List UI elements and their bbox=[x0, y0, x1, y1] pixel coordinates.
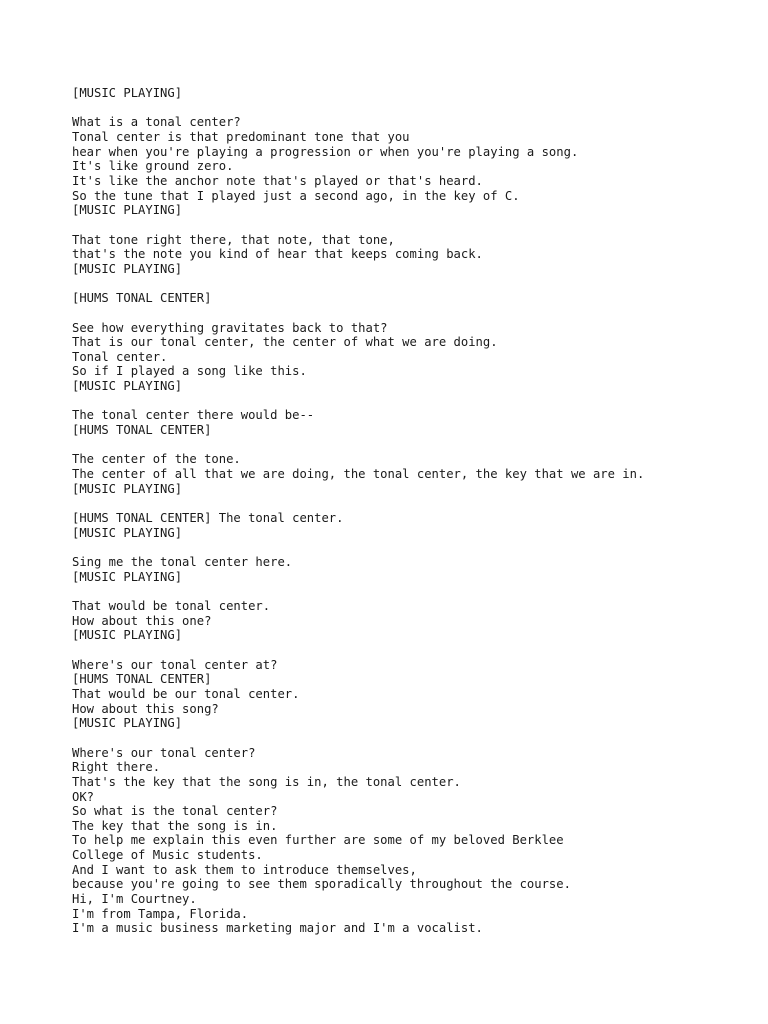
transcript-line: Tonal center is that predominant tone that you bbox=[72, 129, 410, 144]
transcript-line: Hi, I'm Courtney. bbox=[72, 892, 197, 907]
transcript-line: Right there. bbox=[72, 760, 161, 775]
transcript-line: How about this one? bbox=[72, 613, 212, 628]
transcript-paragraph bbox=[72, 115, 752, 218]
transcript-paragraph bbox=[72, 452, 752, 496]
transcript-document bbox=[72, 86, 752, 936]
transcript-paragraph bbox=[72, 658, 752, 731]
transcript-line: The center of all that we are doing, the tonal center, the key that we are in. bbox=[72, 467, 645, 482]
transcript-line: OK? bbox=[72, 789, 95, 804]
transcript-paragraph bbox=[72, 291, 752, 306]
transcript-line: To help me explain this even further are some of my beloved Berklee bbox=[72, 833, 564, 848]
transcript-line: [MUSIC PLAYING] bbox=[72, 716, 183, 731]
transcript-line: The tonal center there would be-- bbox=[72, 408, 315, 423]
transcript-line: [HUMS TONAL CENTER] bbox=[72, 423, 212, 438]
transcript-line: Sing me the tonal center here. bbox=[72, 555, 293, 569]
transcript-line: It's like the anchor note that's played or that's heard. bbox=[72, 173, 483, 188]
transcript-line: [MUSIC PLAYING] bbox=[72, 86, 183, 100]
transcript-line: So what is the tonal center? bbox=[72, 804, 278, 819]
transcript-line: Tonal center. bbox=[72, 349, 168, 364]
transcript-line: It's like ground zero. bbox=[72, 159, 234, 174]
paragraph-spacer bbox=[72, 438, 752, 453]
transcript-line: that's the note you kind of hear that keeps coming back. bbox=[72, 247, 483, 262]
paragraph-spacer bbox=[72, 101, 752, 116]
transcript-paragraph bbox=[72, 746, 752, 937]
paragraph-spacer bbox=[72, 540, 752, 555]
transcript-paragraph bbox=[72, 86, 752, 101]
transcript-paragraph bbox=[72, 321, 752, 394]
paragraph-spacer bbox=[72, 306, 752, 321]
transcript-line: because you're going to see them sporadically throughout the course. bbox=[72, 877, 571, 892]
transcript-line: I'm a music business marketing major and I'm a vocalist. bbox=[72, 921, 483, 936]
transcript-line: What is a tonal center? bbox=[72, 115, 241, 130]
transcript-line: [MUSIC PLAYING] bbox=[72, 203, 183, 218]
transcript-line: That would be tonal center. bbox=[72, 598, 271, 613]
paragraph-spacer bbox=[72, 731, 752, 746]
transcript-line: See how everything gravitates back to that? bbox=[72, 320, 388, 335]
transcript-line: [HUMS TONAL CENTER] bbox=[72, 291, 212, 306]
paragraph-spacer bbox=[72, 584, 752, 599]
transcript-paragraph bbox=[72, 555, 752, 584]
transcript-line: [MUSIC PLAYING] bbox=[72, 481, 183, 496]
transcript-line: [HUMS TONAL CENTER] The tonal center. bbox=[72, 511, 344, 526]
transcript-line: [MUSIC PLAYING] bbox=[72, 525, 183, 540]
transcript-line: College of Music students. bbox=[72, 848, 263, 863]
transcript-line: [MUSIC PLAYING] bbox=[72, 628, 183, 643]
paragraph-spacer bbox=[72, 218, 752, 233]
transcript-line: The center of the tone. bbox=[72, 452, 241, 467]
transcript-paragraph bbox=[72, 408, 752, 437]
paragraph-spacer bbox=[72, 496, 752, 511]
transcript-line: [MUSIC PLAYING] bbox=[72, 569, 183, 584]
transcript-line: Where's our tonal center at? bbox=[72, 657, 278, 672]
transcript-line: That's the key that the song is in, the tonal center. bbox=[72, 774, 461, 789]
transcript-line: That is our tonal center, the center of what we are doing. bbox=[72, 335, 498, 350]
transcript-paragraph bbox=[72, 599, 752, 643]
transcript-line: [MUSIC PLAYING] bbox=[72, 379, 183, 394]
transcript-paragraph bbox=[72, 233, 752, 277]
transcript-line: So if I played a song like this. bbox=[72, 364, 307, 379]
paragraph-spacer bbox=[72, 643, 752, 658]
transcript-line: Where's our tonal center? bbox=[72, 745, 256, 760]
transcript-line: I'm from Tampa, Florida. bbox=[72, 906, 249, 921]
transcript-line: [HUMS TONAL CENTER] bbox=[72, 672, 212, 687]
transcript-line: [MUSIC PLAYING] bbox=[72, 261, 183, 276]
transcript-line: hear when you're playing a progression or when you're playing a song. bbox=[72, 144, 579, 159]
paragraph-spacer bbox=[72, 394, 752, 409]
transcript-line: And I want to ask them to introduce themselves, bbox=[72, 862, 417, 877]
transcript-line: That tone right there, that note, that tone, bbox=[72, 232, 395, 247]
transcript-line: How about this song? bbox=[72, 701, 219, 716]
transcript-line: That would be our tonal center. bbox=[72, 686, 300, 701]
transcript-line: So the tune that I played just a second ago, in the key of C. bbox=[72, 188, 520, 203]
transcript-line: The key that the song is in. bbox=[72, 818, 278, 833]
paragraph-spacer bbox=[72, 277, 752, 292]
transcript-paragraph bbox=[72, 511, 752, 540]
